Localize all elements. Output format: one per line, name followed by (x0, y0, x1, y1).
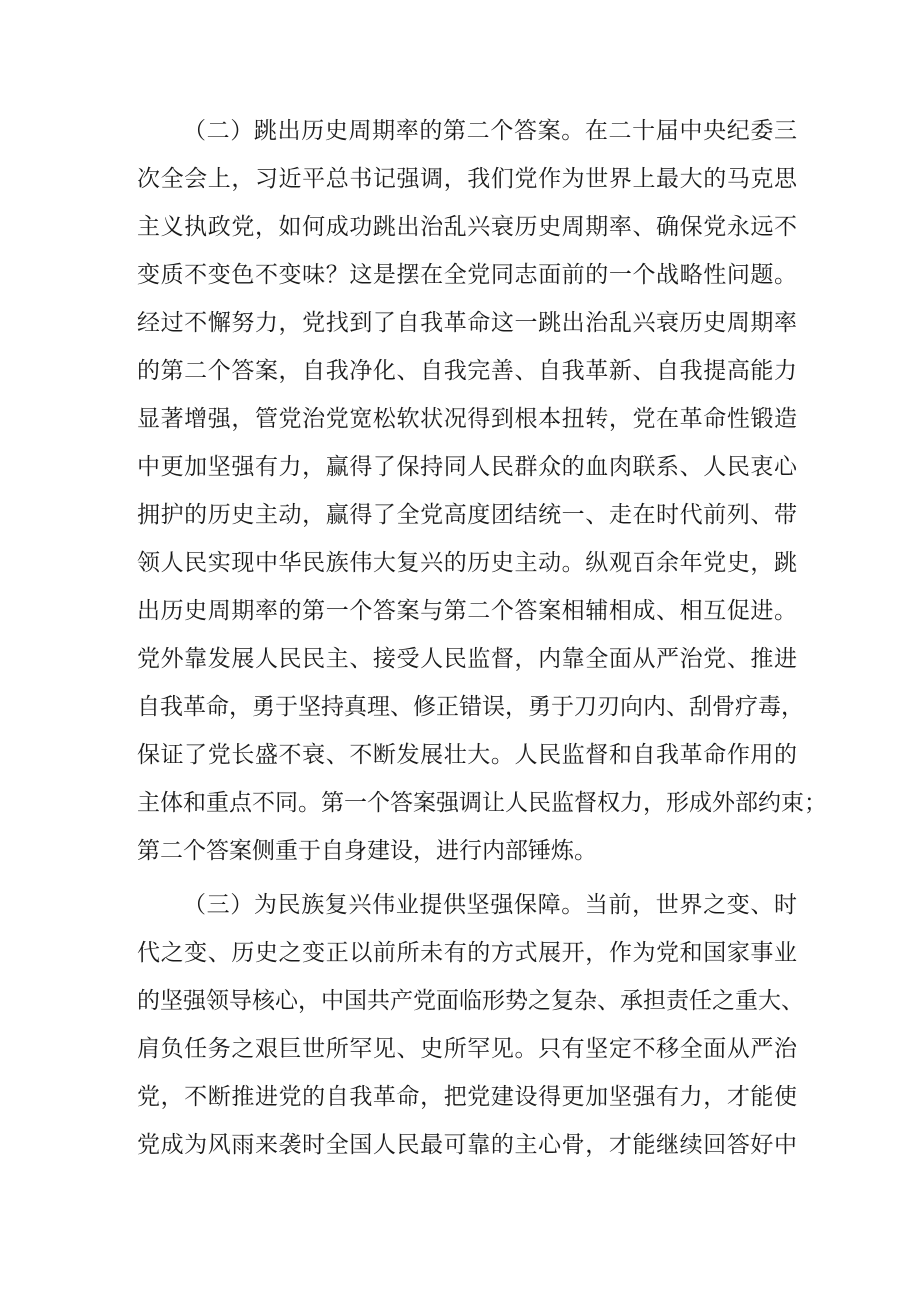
paragraph-3-line-4: 肩负任务之艰巨世所罕见、史所罕见。只有坚定不移全面从严治 (137, 1036, 797, 1062)
paragraph-2-line-11: 出历史周期率的第一个答案与第二个答案相辅相成、相互促进。 (137, 598, 797, 624)
paragraph-2-line-7: 显著增强，管党治党宽松软状况得到根本扭转，党在革命性锻造 (137, 406, 797, 432)
paragraph-2-line-4: 变质不变色不变味？这是摆在全党同志面前的一个战略性问题。 (137, 262, 797, 288)
paragraph-2-line-6: 的第二个答案，自我净化、自我完善、自我革新、自我提高能力 (137, 358, 797, 384)
paragraph-2-line-1: （二）跳出历史周期率的第二个答案。在二十届中央纪委三 (183, 118, 797, 144)
paragraph-3-line-6: 党成为风雨来袭时全国人民最可靠的主心骨，才能继续回答好中 (137, 1132, 797, 1158)
paragraph-2-line-14: 保证了党长盛不衰、不断发展壮大。人民监督和自我革命作用的 (137, 742, 797, 768)
paragraph-3-line-1: （三）为民族复兴伟业提供坚强保障。当前，世界之变、时 (183, 892, 797, 918)
paragraph-2-line-2: 次全会上，习近平总书记强调，我们党作为世界上最大的马克思 (137, 166, 797, 192)
paragraph-2-line-12: 党外靠发展人民民主、接受人民监督，内靠全面从严治党、推进 (137, 646, 797, 672)
paragraph-2-line-8: 中更加坚强有力，赢得了保持同人民群众的血肉联系、人民衷心 (137, 454, 797, 480)
paragraph-2-line-10: 领人民实现中华民族伟大复兴的历史主动。纵观百余年党史，跳 (137, 550, 797, 576)
paragraph-2-line-5: 经过不懈努力，党找到了自我革命这一跳出治乱兴衰历史周期率 (137, 310, 797, 336)
paragraph-2-line-16: 第二个答案侧重于自身建设，进行内部锤炼。 (137, 838, 597, 864)
paragraph-2-line-13: 自我革命，勇于坚持真理、修正错误，勇于刀刃向内、刮骨疗毒， (137, 694, 804, 720)
paragraph-2-line-9: 拥护的历史主动，赢得了全党高度团结统一、走在时代前列、带 (137, 502, 797, 528)
paragraph-2-line-3: 主义执政党，如何成功跳出治乱兴衰历史周期率、确保党永远不 (137, 214, 797, 240)
paragraph-3-line-5: 党，不断推进党的自我革命，把党建设得更加坚强有力，才能使 (137, 1084, 797, 1110)
paragraph-3-line-3: 的坚强领导核心，中国共产党面临形势之复杂、承担责任之重大、 (137, 988, 804, 1014)
paragraph-3-line-2: 代之变、历史之变正以前所未有的方式展开，作为党和国家事业 (137, 940, 797, 966)
paragraph-2-line-15: 主体和重点不同。第一个答案强调让人民监督权力，形成外部约束； (137, 790, 827, 816)
